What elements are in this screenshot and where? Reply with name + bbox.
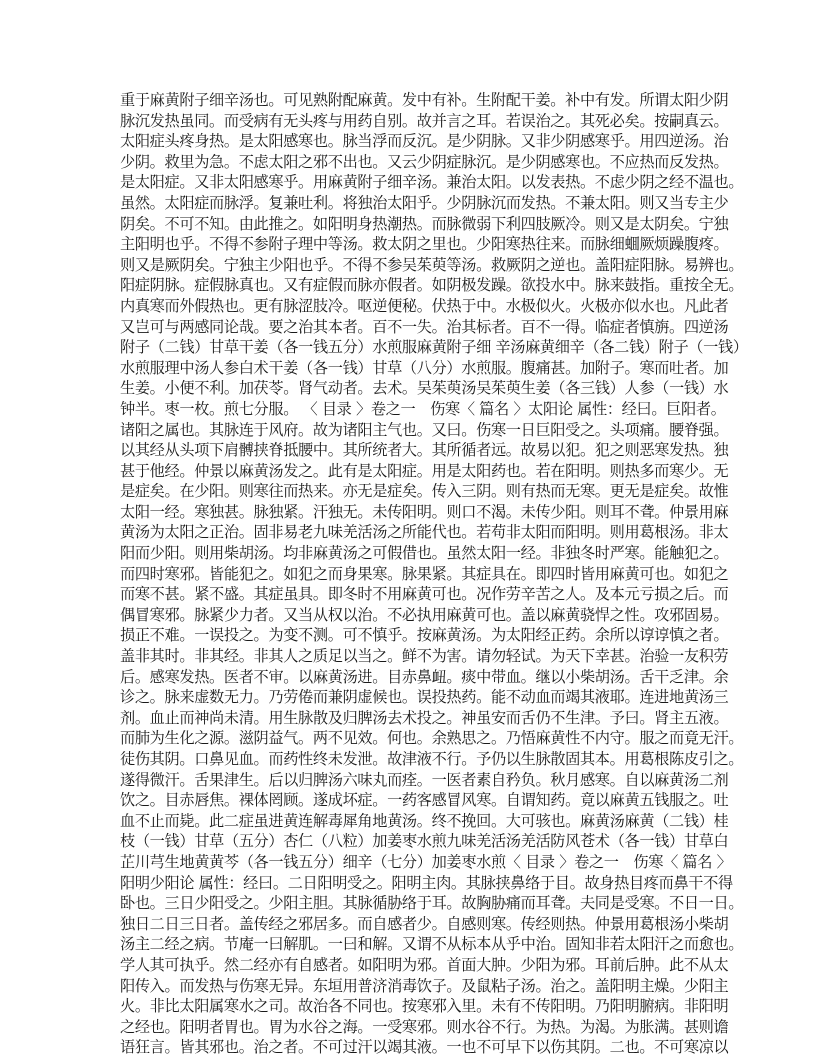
text-line: 黄汤为太阳之正治。固非易老九味羌活汤之所能代也。若苟非太阳而阳明。则用葛根汤。非太 <box>120 523 729 542</box>
text-line: 内真寒而外假热也。更有脉涩肢冷。呕逆便秘。伏热于中。水极似火。火极亦似水也。凡此者 <box>120 296 729 315</box>
text-line: 徒伤其阴。口鼻见血。而药性终未发泄。故津液不行。予仍以生脉散固其本。用葛根陈皮引之。 <box>120 750 744 768</box>
text-line: 汤主二经之病。节庵一曰解肌。一曰和解。又谓不从标本从乎中治。固知非若太阳汗之而愈也。 <box>120 935 744 954</box>
text-line: 损正不难。一误投之。为变不测。可不慎乎。按麻黄汤。为太阳经正药。余所以谆谆慎之者。 <box>120 626 729 645</box>
text-line: 生姜。小便不利。加茯苓。肾气动者。去术。吴茱萸汤吴茱萸生姜（各三钱）人参（一钱）水 <box>120 379 729 398</box>
text-line: 血不止而毙。此二症虽进黄连解毒犀角地黄汤。终不挽回。大可骇也。麻黄汤麻黄（二钱）桂 <box>120 811 729 830</box>
text-line: 以其经从头项下肩髆挟脊抵腰中。其所统者大。其所循者远。故易以犯。犯之则恶寒发热。独 <box>120 441 729 460</box>
text-line: 甚于他经。仲景以麻黄汤发之。此有是太阳症。用是太阳药也。若在阳明。则热多而寒少。无 <box>120 461 729 480</box>
text-line: 独日二日三日者。盖传经之邪居多。而自感者少。自感则寒。传经则热。仲景用葛根汤小柴胡 <box>120 914 729 933</box>
text-line: 遂得微汗。舌果津生。后以归脾汤六味丸而痊。一医者素自矜负。秋月感寒。自以麻黄汤二剂 <box>120 770 729 789</box>
text-line: 偶冒寒邪。脉紧少力者。又当从权以治。不必执用麻黄可也。盖以麻黄骁悍之性。攻邪固易。 <box>120 605 729 624</box>
text-line: 阳明少阳论 属性：经曰。二日阳明受之。阳明主肉。其脉挟鼻络于目。故身热目疼而鼻干不得 <box>120 873 733 892</box>
text-line: 太阳一经。寒独甚。脉独紧。汗独无。未传阳明。则口不渴。未传少阳。则耳不聋。仲景用麻 <box>120 502 729 521</box>
text-line: 剂。血止而神尚未清。用生脉散及归脾汤去术投之。神虽安而舌仍不生津。予曰。肾主五液。 <box>120 708 729 727</box>
text-line: 卧也。三日少阳受之。少阳主胆。其脉循胁络于耳。故胸胁痛而耳聋。夫同是受寒。不日一日。 <box>120 894 744 913</box>
text-line: 火。非比太阳属寒水之司。故治各不同也。按寒邪入里。未有不传阳明。乃阳明腑病。非阳明 <box>120 997 729 1016</box>
text-line: 枝（一钱）甘草（五分）杏仁（八粒）加姜枣水煎九味羌活汤羌活防风苍术（各一钱）甘草白 <box>120 832 729 851</box>
text-line: 而寒不甚。紧不盛。其症虽具。即冬时不用麻黄可也。况作劳辛苦之人。及本元亏损之后。而 <box>120 585 729 604</box>
text-line: 阳传入。而发热与伤寒无异。东垣用普济消毒饮子。及鼠粘子汤。治之。盖阳明主燥。少阳主 <box>120 976 729 995</box>
text-line: 则又是厥阴矣。宁独主少阳也乎。不得不参吴茱萸等汤。救厥阴之逆也。盖阳症阳脉。易辨也。 <box>120 255 744 274</box>
text-line: 诊之。脉来虚数无力。乃劳倦而兼阴虚候也。误投热药。能不动血而竭其液耶。连进地黄汤三 <box>120 688 729 707</box>
text-line: 而肺为生化之源。滋阴益气。两不见效。何也。余熟思之。乃悟麻黄性不内守。服之而竟无汗。 <box>120 729 744 748</box>
text-line: 后。感寒发热。医者不审。以麻黄汤进。目赤鼻衄。痰中带血。继以小柴胡汤。舌干乏津。余 <box>120 667 729 686</box>
text-line: 又岂可与两感同论哉。要之治其本者。百不一失。治其标者。百不一得。临症者慎旃。四逆汤 <box>120 317 729 336</box>
text-line: 是太阳症。又非太阳感寒乎。用麻黄附子细辛汤。兼治太阳。以发表热。不虑少阴之经不温也。 <box>120 173 744 192</box>
text-line: 重于麻黄附子细辛汤也。可见熟附配麻黄。发中有补。生附配干姜。补中有发。所谓太阳少阴 <box>120 91 729 109</box>
text-line: 盖非其时。非其经。非其人之质足以当之。鲜不为害。请勿轻试。为天下幸甚。治验一友积劳 <box>120 647 729 666</box>
text-line: 阳症阴脉。症假脉真也。又有症假而脉亦假者。如阴极发躁。欲投水中。脉来鼓指。重按全无。 <box>120 276 744 295</box>
text-line: 学人其可执乎。然二经亦有自感者。如阳明为邪。首面大肿。少阳为邪。耳前后肿。此不从太 <box>120 955 729 974</box>
text-line: 太阳症头疼身热。是太阳感寒也。脉当浮而反沉。是少阴脉。又非少阴感寒乎。用四逆汤。治 <box>120 132 729 151</box>
text-line: 饮之。目赤唇焦。裸体罔顾。遂成坏症。一药客感冒风寒。自谓知药。竟以麻黄五钱服之。吐 <box>120 791 729 810</box>
text-line: 水煎服理中汤人参白术干姜（各一钱）甘草（八分）水煎服。腹痛甚。加附子。寒而吐者。加 <box>120 358 729 377</box>
text-line: 是症矣。在少阳。则寒往而热来。亦无是症矣。传入三阴。则有热而无寒。更无是症矣。故惟 <box>120 482 729 501</box>
text-line: 主阳明也乎。不得不参附子理中等汤。救太阴之里也。少阳寒热往来。而脉细蜖厥烦躁腹疼。 <box>120 235 729 254</box>
text-line: 而四时寒邪。皆能犯之。如犯之而身果寒。脉果紧。其症具在。即四时皆用麻黄可也。如犯之 <box>120 564 729 583</box>
text-line: 诸阳之属也。其脉连于风府。故为诸阳主气也。又曰。伤寒一日巨阳受之。头项痛。腰脊强。 <box>120 420 729 439</box>
text-line: 钟半。枣一枚。煎七分服。 〈 目录 〉卷之一 伤寒〈 篇名 〉太阳论 属性：经曰。巨阳者。 <box>120 399 726 418</box>
text-line: 阳而少阳。则用柴胡汤。均非麻黄汤之可假借也。虽然太阳一经。非独冬时严寒。能触犯之。 <box>120 544 729 563</box>
text-line: 阴矣。不可不知。由此推之。如阳明身热潮热。而脉微弱下利四肢厥冷。则又是太阴矣。宁独 <box>120 214 729 233</box>
document-page <box>120 90 748 1058</box>
text-line: 少阴。救里为急。不虑太阳之邪不出也。又云少阴症脉沉。是少阴感寒也。不应热而反发热。 <box>120 152 729 171</box>
text-line: 脉沉发热虽同。而受病有无头疼与用药自别。故并言之耳。若误治之。其死必矣。按嗣真云。 <box>120 111 729 130</box>
text-line: 语狂言。皆其邪也。治之者。不可过汗以竭其液。一也不可早下以伤其阴。二也。不可寒凉以 <box>120 1038 729 1057</box>
text-line: 虽然。太阳症而脉浮。复兼吐利。将独治太阳乎。少阴脉沉而发热。不兼太阳。则又当专主少 <box>120 193 729 212</box>
text-line: 芷川芎生地黄黄芩（各一钱五分）细辛（七分）加姜枣水煎〈 目录 〉卷之一 伤寒〈 篇名 〉 <box>120 852 732 871</box>
text-line: 之经也。阳明者胃也。胃为水谷之海。一受寒邪。则水谷不行。为热。为渴。为胀满。甚则谵 <box>120 1017 729 1036</box>
text-line: 附子（二钱）甘草干姜（各一钱五分）水煎服麻黄附子细 辛汤麻黄细辛（各二钱）附子（一钱） <box>120 338 748 357</box>
